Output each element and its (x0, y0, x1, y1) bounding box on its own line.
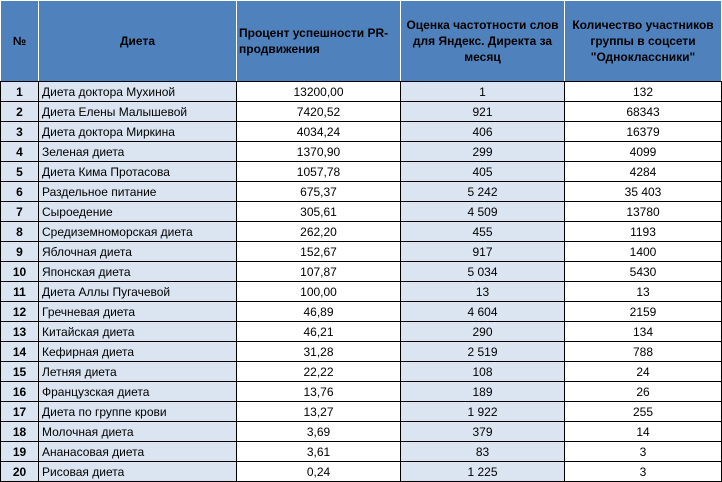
header-row (1, 1, 722, 82)
group-members-cell: 24 (565, 362, 722, 382)
diet-name-cell: Кефирная диета (39, 342, 237, 362)
diet-name-cell: Диета Кима Протасова (39, 162, 237, 182)
row-number: 1 (1, 82, 39, 102)
row-number: 11 (1, 282, 39, 302)
table-row (1, 82, 722, 102)
row-number: 19 (1, 442, 39, 462)
row-number: 5 (1, 162, 39, 182)
group-members-cell: 5430 (565, 262, 722, 282)
group-members-cell: 1400 (565, 242, 722, 262)
word-frequency-cell: 4 509 (401, 202, 565, 222)
pr-success-cell: 100,00 (237, 282, 401, 302)
header-num: № (1, 1, 39, 82)
group-members-cell: 14 (565, 422, 722, 442)
word-frequency-cell: 4 604 (401, 302, 565, 322)
diet-name-cell: Средиземноморская диета (39, 222, 237, 242)
word-frequency-cell: 379 (401, 422, 565, 442)
group-members-cell: 35 403 (565, 182, 722, 202)
group-members-cell: 68343 (565, 102, 722, 122)
diet-name-cell: Зеленая диета (39, 142, 237, 162)
pr-success-cell: 22,22 (237, 362, 401, 382)
table-body (1, 82, 722, 482)
diet-name-cell: Ананасовая диета (39, 442, 237, 462)
word-frequency-cell: 5 034 (401, 262, 565, 282)
header-group-members: Количество участников группы в соцсети "Одноклассники" (565, 1, 722, 82)
table-row (1, 382, 722, 402)
table-row (1, 442, 722, 462)
word-frequency-cell: 1 225 (401, 462, 565, 482)
word-frequency-cell: 917 (401, 242, 565, 262)
pr-success-cell: 107,87 (237, 262, 401, 282)
group-members-cell: 16379 (565, 122, 722, 142)
diet-name-cell: Сыроедение (39, 202, 237, 222)
diet-name-cell: Диета Аллы Пугачевой (39, 282, 237, 302)
pr-success-cell: 1057,78 (237, 162, 401, 182)
word-frequency-cell: 1 922 (401, 402, 565, 422)
table-row (1, 282, 722, 302)
table-row (1, 182, 722, 202)
row-number: 2 (1, 102, 39, 122)
word-frequency-cell: 13 (401, 282, 565, 302)
row-number: 3 (1, 122, 39, 142)
pr-success-cell: 31,28 (237, 342, 401, 362)
table-row (1, 362, 722, 382)
word-frequency-cell: 5 242 (401, 182, 565, 202)
table-row (1, 322, 722, 342)
table-row (1, 202, 722, 222)
header-pr-success: Процент успешности PR-продвижения (237, 1, 401, 82)
row-number: 18 (1, 422, 39, 442)
pr-success-cell: 0,24 (237, 462, 401, 482)
table-row (1, 342, 722, 362)
group-members-cell: 255 (565, 402, 722, 422)
row-number: 8 (1, 222, 39, 242)
table-row (1, 122, 722, 142)
row-number: 15 (1, 362, 39, 382)
word-frequency-cell: 405 (401, 162, 565, 182)
row-number: 4 (1, 142, 39, 162)
pr-success-cell: 13,76 (237, 382, 401, 402)
group-members-cell: 1193 (565, 222, 722, 242)
pr-success-cell: 13200,00 (237, 82, 401, 102)
table-row (1, 102, 722, 122)
word-frequency-cell: 299 (401, 142, 565, 162)
word-frequency-cell: 189 (401, 382, 565, 402)
pr-success-cell: 4034,24 (237, 122, 401, 142)
pr-success-cell: 13,27 (237, 402, 401, 422)
row-number: 9 (1, 242, 39, 262)
diet-name-cell: Китайская диета (39, 322, 237, 342)
pr-success-cell: 3,61 (237, 442, 401, 462)
table-row (1, 462, 722, 482)
group-members-cell: 13 (565, 282, 722, 302)
diet-name-cell: Рисовая диета (39, 462, 237, 482)
table-row (1, 402, 722, 422)
table-row (1, 222, 722, 242)
diet-name-cell: Диета доктора Мухиной (39, 82, 237, 102)
word-frequency-cell: 406 (401, 122, 565, 142)
group-members-cell: 4284 (565, 162, 722, 182)
word-frequency-cell: 83 (401, 442, 565, 462)
word-frequency-cell: 290 (401, 322, 565, 342)
group-members-cell: 4099 (565, 142, 722, 162)
diet-name-cell: Японская диета (39, 262, 237, 282)
pr-success-cell: 262,20 (237, 222, 401, 242)
pr-success-cell: 46,89 (237, 302, 401, 322)
group-members-cell: 3 (565, 442, 722, 462)
pr-success-cell: 152,67 (237, 242, 401, 262)
row-number: 13 (1, 322, 39, 342)
row-number: 10 (1, 262, 39, 282)
pr-success-cell: 3,69 (237, 422, 401, 442)
pr-success-cell: 1370,90 (237, 142, 401, 162)
diet-name-cell: Яблочная диета (39, 242, 237, 262)
group-members-cell: 26 (565, 382, 722, 402)
table-row (1, 142, 722, 162)
group-members-cell: 3 (565, 462, 722, 482)
group-members-cell: 134 (565, 322, 722, 342)
header-word-frequency: Оценка частотности слов для Яндекс. Директа за месяц (401, 1, 565, 82)
row-number: 14 (1, 342, 39, 362)
word-frequency-cell: 2 519 (401, 342, 565, 362)
pr-success-cell: 675,37 (237, 182, 401, 202)
diet-name-cell: Молочная диета (39, 422, 237, 442)
row-number: 12 (1, 302, 39, 322)
table-row (1, 242, 722, 262)
table-row (1, 302, 722, 322)
word-frequency-cell: 1 (401, 82, 565, 102)
diet-name-cell: Гречневая диета (39, 302, 237, 322)
row-number: 7 (1, 202, 39, 222)
word-frequency-cell: 455 (401, 222, 565, 242)
row-number: 6 (1, 182, 39, 202)
table-row (1, 422, 722, 442)
row-number: 20 (1, 462, 39, 482)
row-number: 17 (1, 402, 39, 422)
group-members-cell: 132 (565, 82, 722, 102)
row-number: 16 (1, 382, 39, 402)
group-members-cell: 13780 (565, 202, 722, 222)
pr-success-cell: 305,61 (237, 202, 401, 222)
pr-success-cell: 7420,52 (237, 102, 401, 122)
diet-name-cell: Диета доктора Миркина (39, 122, 237, 142)
table-row (1, 262, 722, 282)
pr-success-cell: 46,21 (237, 322, 401, 342)
word-frequency-cell: 921 (401, 102, 565, 122)
diet-name-cell: Диета по группе крови (39, 402, 237, 422)
group-members-cell: 2159 (565, 302, 722, 322)
header-diet: Диета (39, 1, 237, 82)
diet-name-cell: Диета Елены Малышевой (39, 102, 237, 122)
diet-name-cell: Французская диета (39, 382, 237, 402)
table-row (1, 162, 722, 182)
diet-name-cell: Летняя диета (39, 362, 237, 382)
group-members-cell: 788 (565, 342, 722, 362)
diet-name-cell: Раздельное питание (39, 182, 237, 202)
word-frequency-cell: 108 (401, 362, 565, 382)
